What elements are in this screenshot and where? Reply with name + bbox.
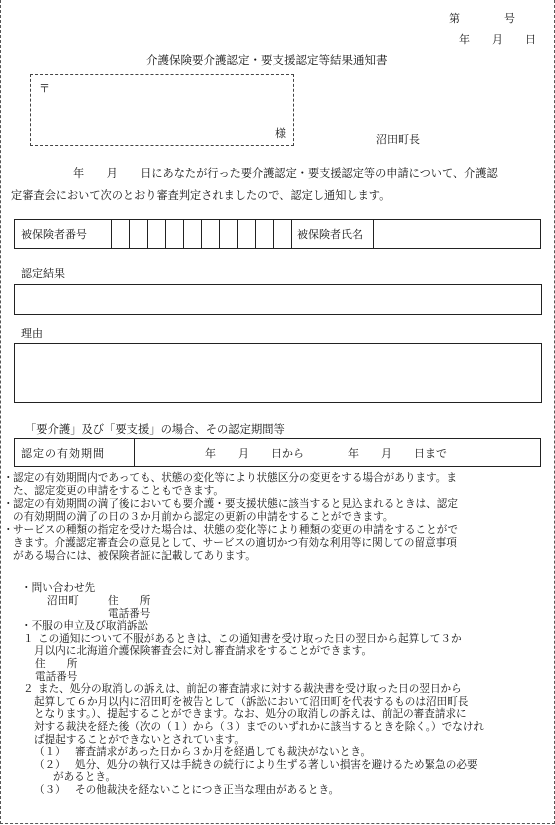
appeal-sub-3 — [3, 784, 551, 797]
note-line: た、認定変更の申請をすることもできます。 — [13, 485, 225, 497]
insured-number-label: 被保険者番号 — [15, 220, 112, 249]
sub-num: （１） — [34, 746, 66, 759]
bullet: ・ — [3, 498, 14, 510]
bullet: ・ — [3, 524, 14, 536]
appeal-paragraph-1 — [3, 633, 551, 683]
insured-digit — [274, 220, 292, 249]
insured-digit — [202, 220, 220, 249]
sender-name: 沼田町長 — [376, 133, 420, 146]
appeal-line: また、処分の取消しの訴えは、前記の審査請求に対する裁決書を受け取った日の翌日から — [38, 683, 462, 696]
insured-table — [14, 219, 541, 249]
sub-num: （３） — [34, 783, 66, 796]
sub-line: 審査請求があった日から３か月を経過しても裁決がないとき。 — [75, 746, 372, 759]
sub-line: 処分、処分の執行又は手続きの続行により生ずる著しい損害を避けるため緊急の必要 — [75, 758, 478, 771]
inquiry-phone: 電話番号 — [108, 607, 151, 620]
insured-digit — [220, 220, 238, 249]
appeal-sub-2 — [3, 759, 551, 784]
appeal-title: ・不服の申立及び取消訴訟 — [21, 620, 149, 633]
notice-date: 年 月 日 — [459, 33, 536, 46]
note-line: の有効期間の満了の日の３か月前から認定の更新の申請をすることができます。 — [13, 511, 394, 523]
address-box — [30, 74, 294, 146]
appeal-line: 月以内に北海道介護保険審査会に対し審査請求をすることができます。 — [34, 645, 373, 658]
appeal-num-1: １ — [23, 632, 34, 645]
inquiry-section — [3, 582, 551, 797]
appeal-line: となります。）、提起することができます。なお、処分の取消しの訴えは、前記の審査請求に — [34, 708, 467, 721]
period-label: 認定の有効期間 — [15, 439, 135, 467]
appeal-num-2: ２ — [23, 683, 34, 696]
period-table — [14, 438, 541, 467]
notes-list — [3, 472, 551, 563]
sub-num: （２） — [34, 758, 66, 771]
result-box — [14, 284, 542, 315]
insured-digit — [238, 220, 256, 249]
insured-digit — [112, 220, 130, 249]
bullet: ・ — [3, 472, 14, 484]
note-item — [3, 524, 551, 563]
insured-digit — [130, 220, 148, 249]
result-label: 認定結果 — [21, 267, 65, 280]
notice-number: 第 号 — [449, 12, 515, 25]
note-line: がある場合には、被保険者証に記載してあります。 — [13, 550, 256, 562]
sub-line: があるとき。 — [53, 771, 117, 784]
document-title: 介護保険要介護認定・要支援認定等結果通知書 — [146, 53, 388, 67]
note-item — [3, 498, 551, 524]
appeal-address: 住 所 — [35, 657, 78, 670]
insured-digit — [256, 220, 274, 249]
inquiry-address-label: 住 所 — [108, 594, 151, 607]
appeal-line: 対する裁決を経た後（次の（１）から（３）までのいずれかに該当するときを除く。）でなけれ — [34, 720, 485, 733]
appeal-sub-1 — [3, 746, 551, 759]
note-item — [3, 472, 551, 498]
appeal-paragraph-2 — [3, 683, 551, 746]
intro-line-2: 定審査会において次のとおり審査判定されましたので、認定し通知します。 — [11, 189, 391, 202]
insured-digit — [184, 220, 202, 249]
insured-name-label: 被保険者氏名 — [292, 220, 374, 249]
note-line: サービスの種類の指定を受けた場合は、状態の変化等により種類の変更の申請をすることがで — [13, 524, 458, 536]
sub-line: その他裁決を経ないことにつき正当な理由があるとき。 — [75, 783, 340, 796]
insured-digit — [166, 220, 184, 249]
inquiry-org: 沼田町 — [47, 594, 79, 607]
period-heading: 「要介護」及び「要支援」の場合、その認定期間等 — [25, 423, 285, 436]
inquiry-address-row — [3, 595, 551, 608]
reason-box — [14, 343, 542, 403]
appeal-phone: 電話番号 — [35, 670, 78, 683]
insured-name-value — [374, 220, 541, 249]
period-value: 年 月 日から 年 月 日まで — [135, 439, 541, 467]
note-line: 認定の有効期間内であっても、状態の変化等により状態区分の変更をする場合があります。ま — [13, 472, 457, 484]
honorific: 様 — [275, 127, 286, 140]
note-line: きます。介護認定審査会の意見として、サービスの適切かつ有効な利用等に関しての留意事項 — [13, 537, 457, 549]
postal-mark: 〒 — [39, 82, 50, 95]
appeal-line: ば提起することができないとされています。 — [34, 733, 246, 746]
note-line: 認定の有効期間の満了後においても要介護・要支援状態に該当すると見込まれるときは、認定 — [13, 498, 458, 510]
appeal-line: 起算して６か月以内に沼田町を被告として（訴訟において沼田町を代表するものは沼田町長 — [34, 695, 469, 708]
appeal-line: この通知について不服があるときは、この通知書を受け取った日の翌日から起算して３か — [38, 632, 462, 645]
inquiry-title: ・問い合わせ先 — [21, 582, 96, 594]
insured-digit — [148, 220, 166, 249]
intro-line-1: 年 月 日にあなたが行った要介護認定・要支援認定等の申請について、介護認 — [73, 167, 498, 180]
reason-label: 理由 — [21, 327, 43, 340]
